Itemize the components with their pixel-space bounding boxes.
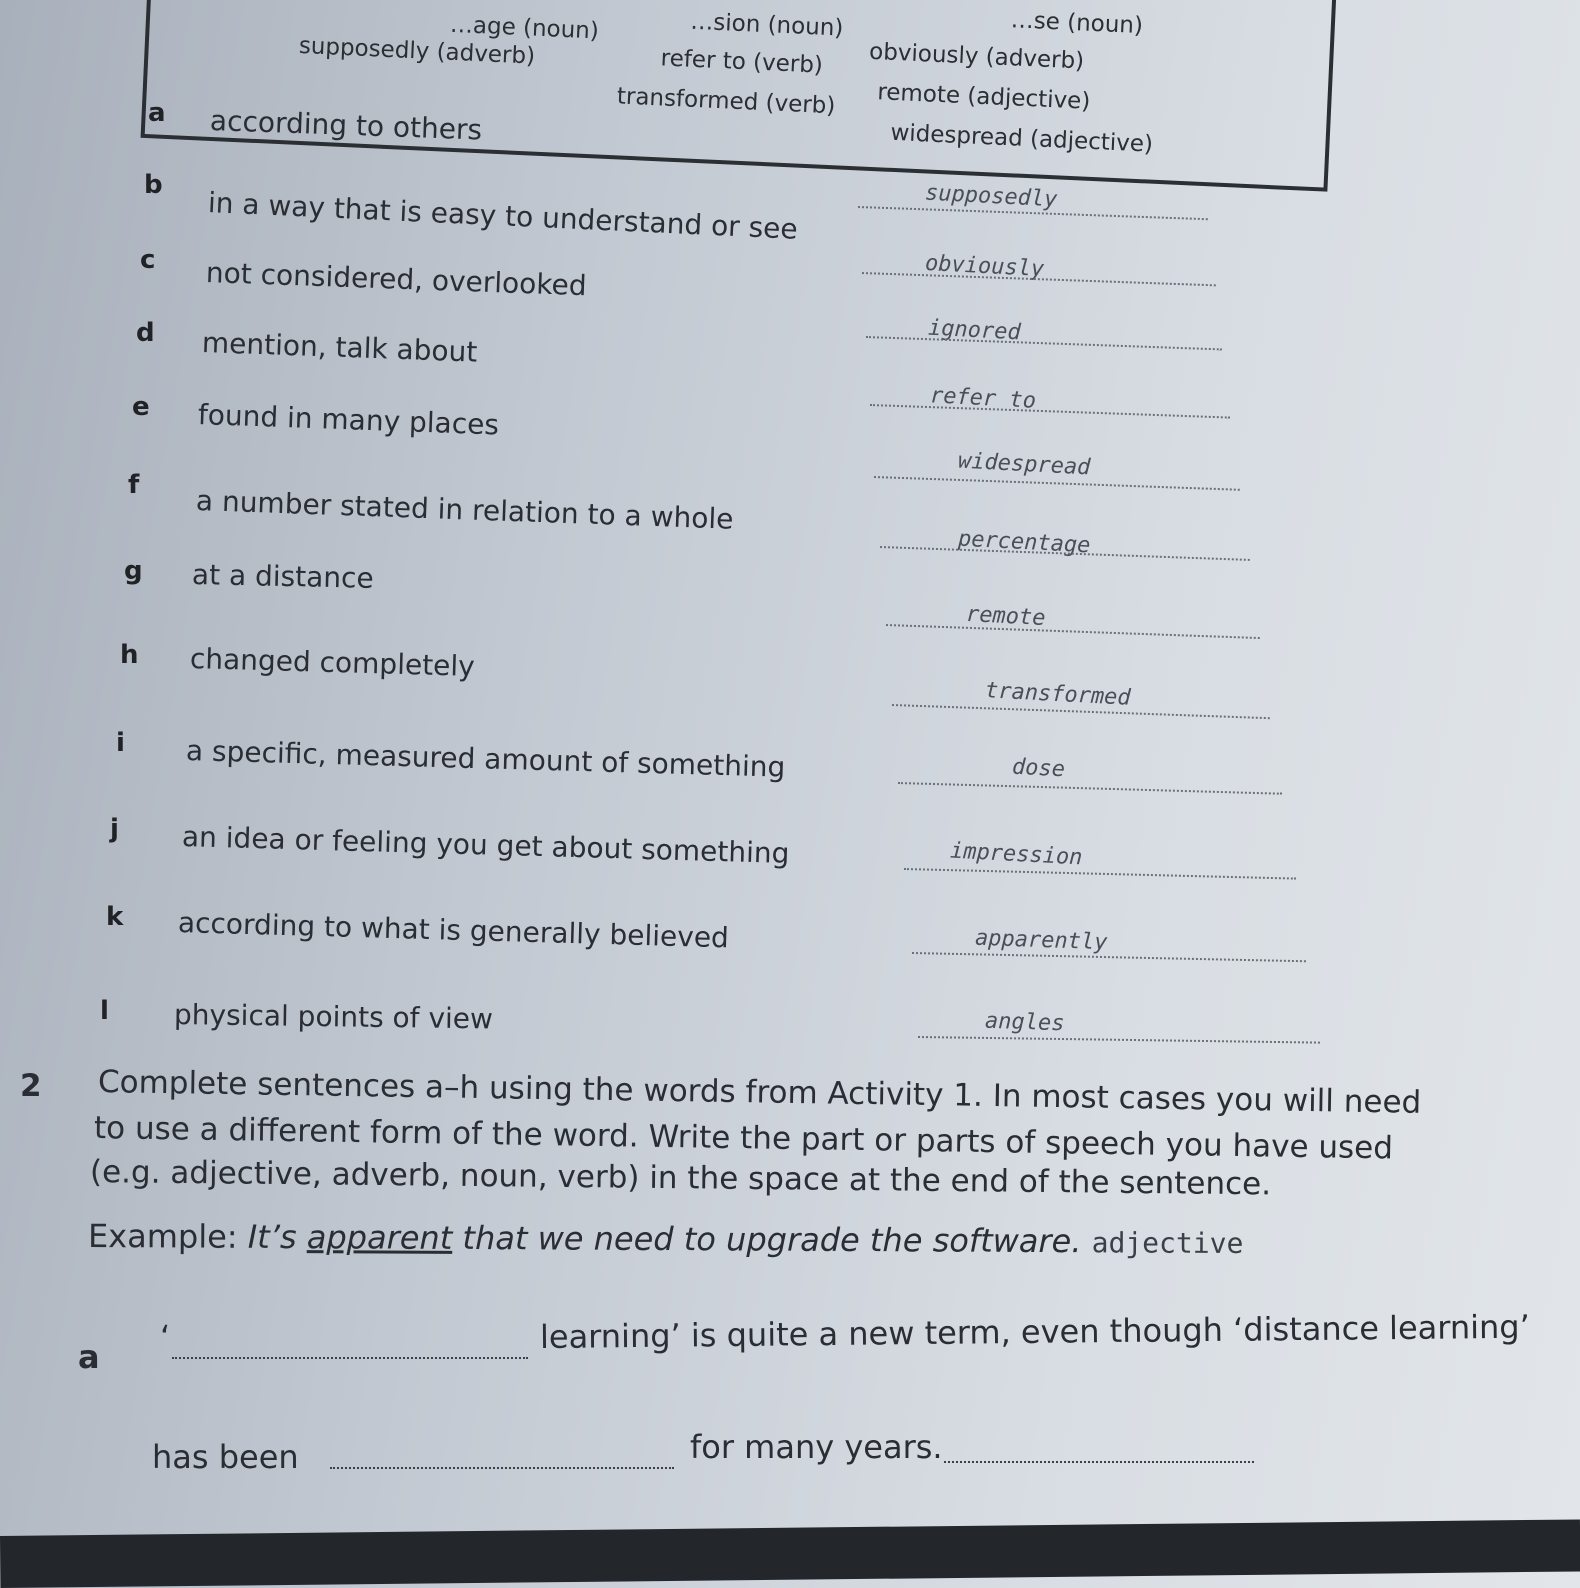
item-definition: in a way that is easy to understand or see [207,186,799,246]
answer-blank[interactable] [870,404,1230,419]
answer-blank[interactable] [172,1356,528,1359]
item-definition: changed completely [189,642,476,683]
item-letter: h [120,640,139,670]
item-definition: found in many places [197,398,500,442]
item-letter: k [106,902,124,932]
page-edge-shadow [0,1519,1580,1588]
item-definition: according to others [209,104,483,147]
example-part-of-speech: adjective [1091,1226,1244,1261]
item-definition: physical points of view [173,998,494,1036]
answer-blank[interactable] [330,1466,674,1469]
answer-text: obviously [924,250,1045,283]
sentence-text: learning’ is quite a new term, even though ‘distance learning’ [539,1307,1530,1356]
word-box-item: …sion (noun) [689,8,844,42]
example-sentence [88,1217,1244,1261]
answer-text: impression [949,838,1084,871]
answer-blank[interactable] [904,868,1296,880]
item-definition: at a distance [191,558,375,595]
word-box-item: transformed (verb) [616,83,836,120]
item-definition: according to what is generally believed [177,906,730,955]
item-letter: l [100,996,109,1026]
answer-text: remote [965,601,1047,632]
word-box-item: …age (noun) [449,11,600,45]
answer-blank[interactable] [898,782,1282,795]
item-definition: a specific, measured amount of something [185,734,786,784]
open-quote: ‘ [160,1318,171,1356]
sentence-letter: a [78,1338,100,1376]
instruction-line: (e.g. adjective, adverb, noun, verb) in the space at the end of the sentence. [89,1154,1272,1203]
example-label: Example: [87,1216,238,1256]
instruction-line: to use a different form of the word. Write the part or parts of speech you have used [93,1110,1394,1167]
word-box-item: widespread (adjective) [889,119,1154,158]
item-definition: a number stated in relation to a whole [195,484,734,536]
example-underlined-word: apparent [306,1218,453,1257]
word-box-item: obviously (adverb) [868,38,1085,75]
item-letter: f [128,470,140,500]
answer-text: dose [1011,754,1066,783]
answer-text: percentage [957,526,1092,559]
item-letter: e [132,392,150,422]
item-letter: b [144,170,163,200]
word-box-item: remote (adjective) [876,79,1091,115]
section-number: 2 [20,1068,42,1104]
sentence-text: for many years. [690,1428,943,1466]
item-letter: c [140,245,156,275]
answer-text: apparently [974,925,1108,956]
item-definition: not considered, overlooked [205,256,588,303]
item-definition: an idea or feeling you get about something [181,820,790,870]
part-of-speech-blank[interactable] [944,1460,1254,1463]
item-letter: d [136,318,155,348]
answer-blank[interactable] [886,624,1260,639]
item-definition: mention, talk about [201,326,478,369]
example-before: It’s [247,1217,297,1257]
answer-blank[interactable] [918,1036,1320,1044]
sentence-text: has been [152,1438,299,1476]
item-letter: j [110,814,119,844]
answer-text: angles [984,1008,1065,1037]
answer-text: ignored [927,315,1022,346]
instruction-line: Complete sentences a–h using the words from Activity 1. In most cases you will need [97,1064,1422,1121]
word-box-item: …se (noun) [1010,7,1144,40]
example-after: that we need to upgrade the software. [462,1218,1082,1261]
item-letter: a [148,98,166,128]
word-box-item: supposedly (adverb) [298,32,536,70]
answer-text: refer to [929,383,1037,414]
answer-text: transformed [984,678,1132,711]
answer-blank[interactable] [866,336,1222,350]
answer-text: supposedly [924,180,1059,213]
answer-blank[interactable] [912,952,1306,962]
answer-text: widespread [957,448,1092,481]
item-letter: i [116,728,125,758]
item-letter: g [124,556,143,586]
word-box-item: refer to (verb) [660,45,824,79]
